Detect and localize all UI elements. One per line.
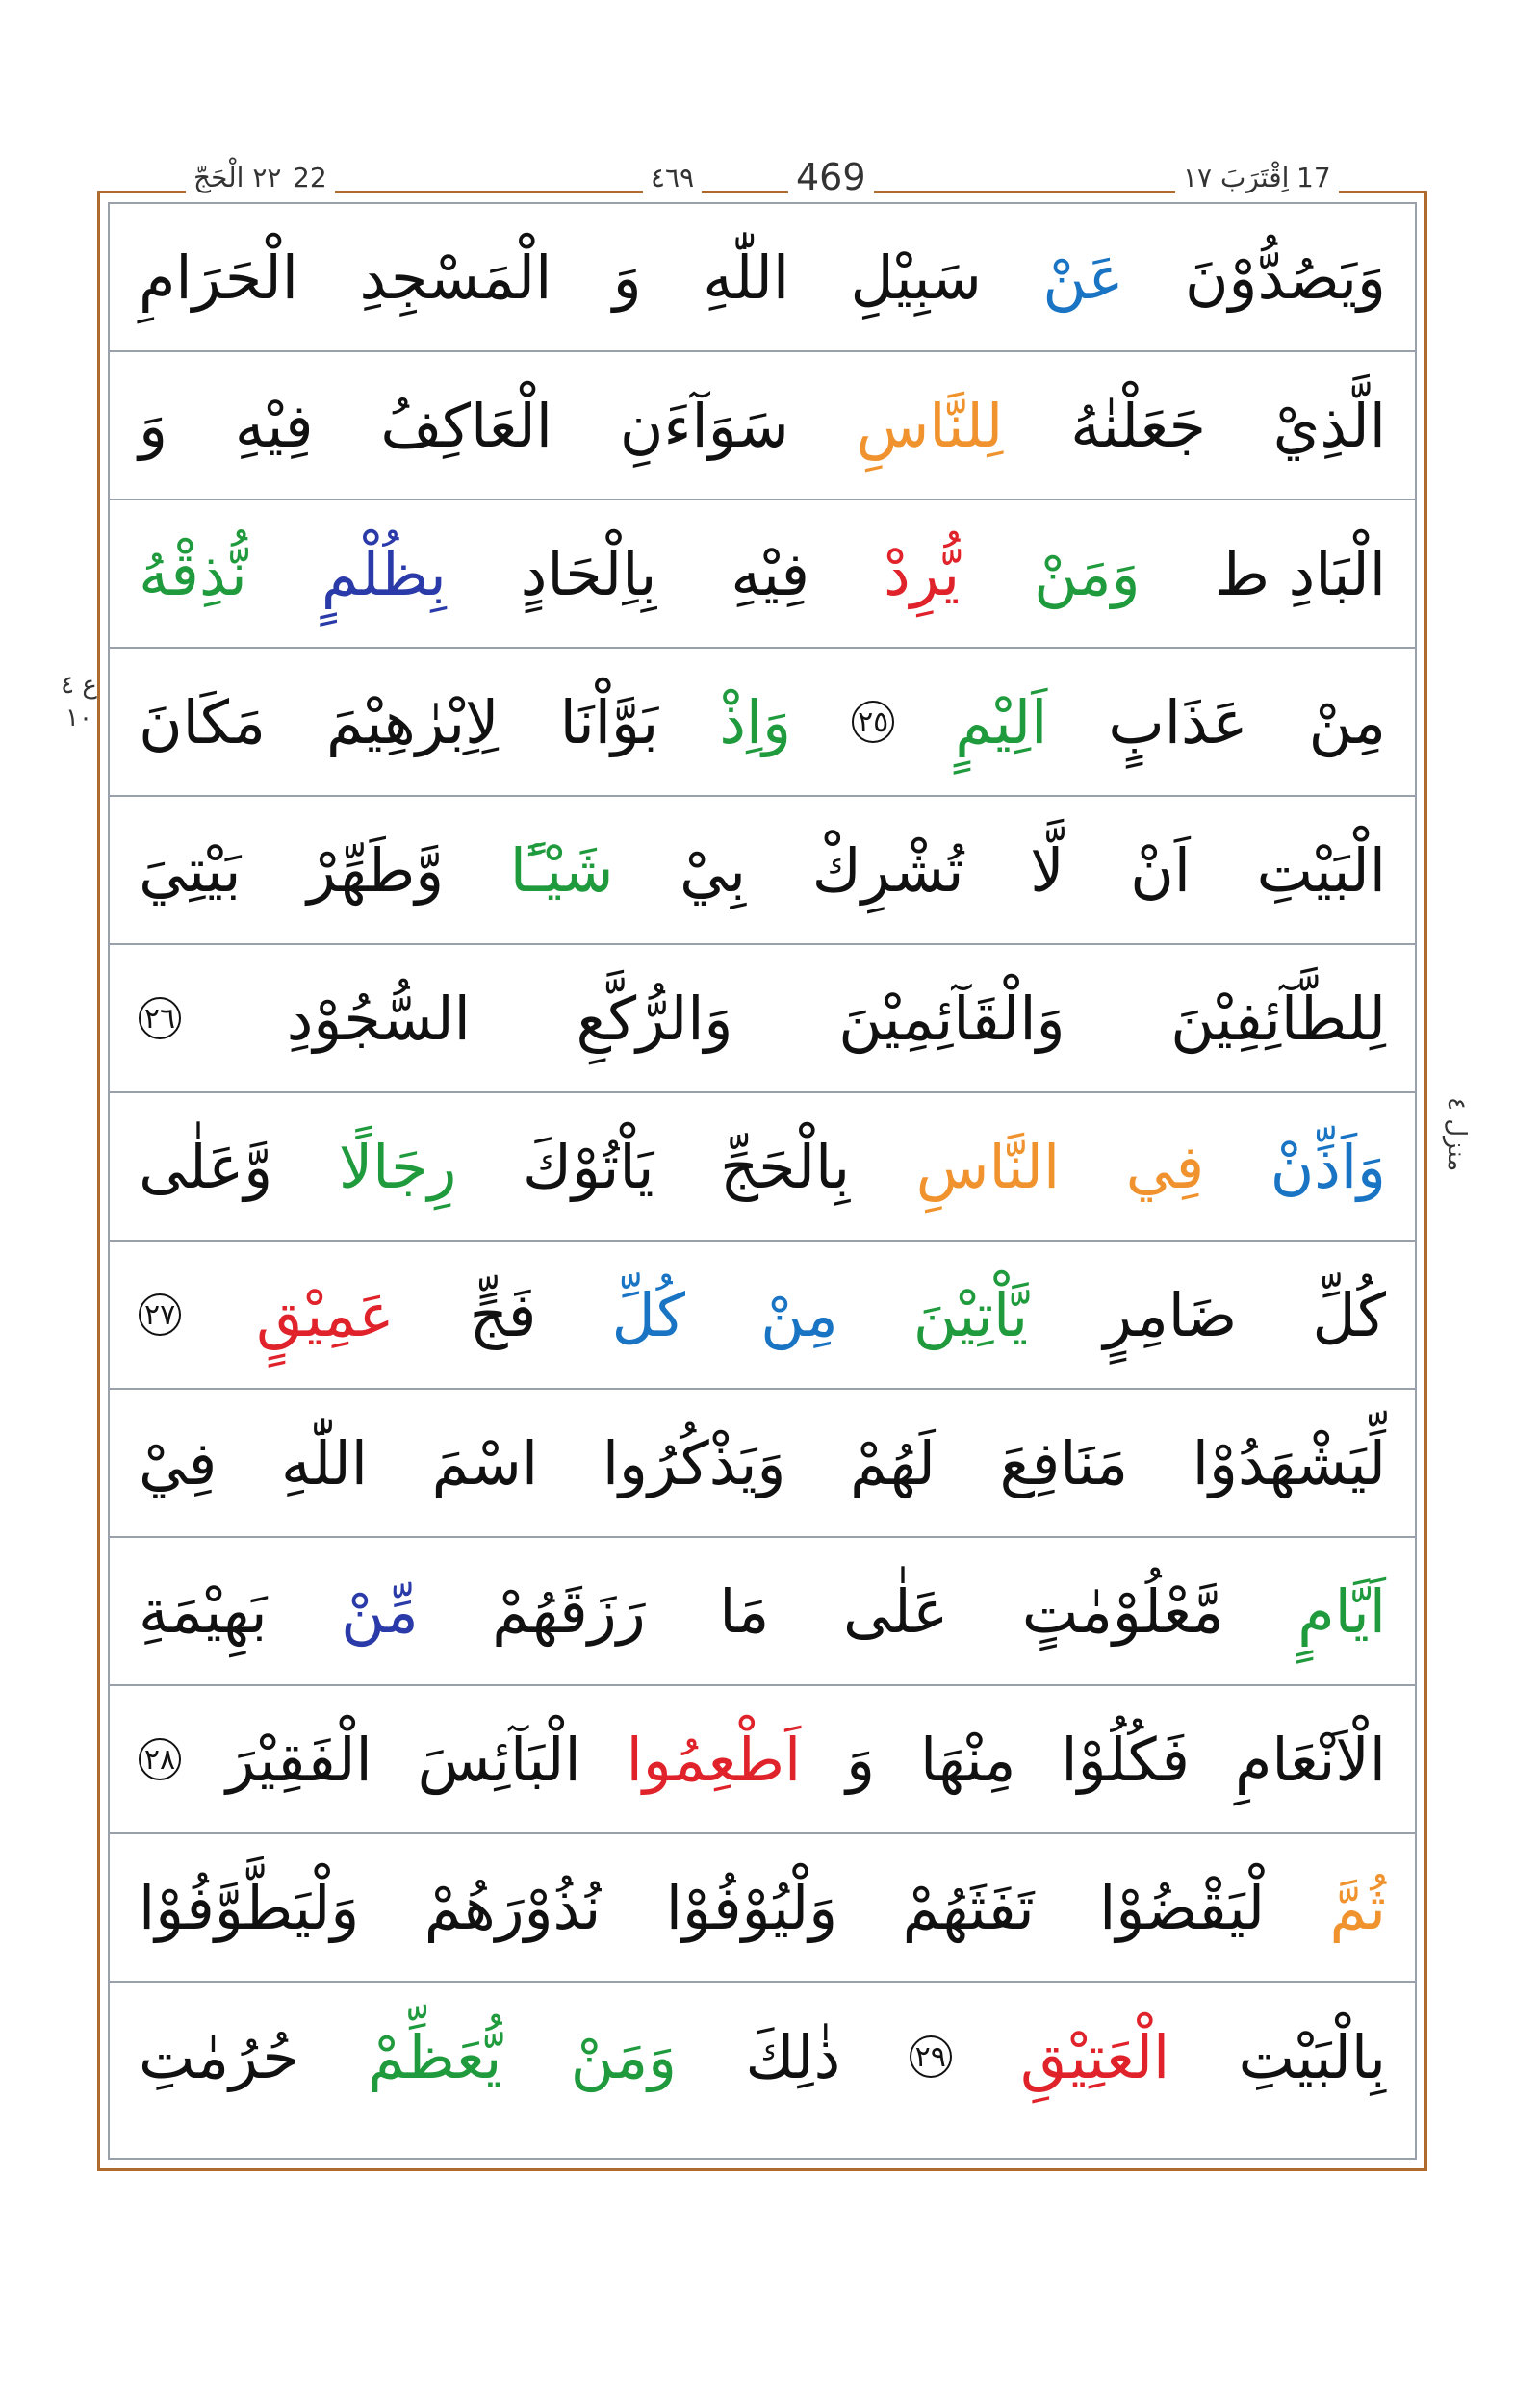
verse-word: مِنْ — [760, 1279, 838, 1350]
verse-line — [110, 1834, 1415, 1983]
verse-word: وَالْقَآئِمِيْنَ — [838, 983, 1065, 1054]
verse-word: عَذَابٍ — [1108, 686, 1248, 757]
ayah-number-marker: ٢٨ — [139, 1738, 181, 1780]
verse-line — [110, 1983, 1415, 2131]
verse-word: مَكَانَ — [139, 686, 266, 757]
verse-word: سَبِيْلِ — [850, 242, 982, 313]
verse-word: الْبَيْتِ — [1256, 834, 1386, 906]
verse-word: السُّجُوْدِ — [286, 983, 471, 1054]
verse-word: تُشْرِكْ — [811, 834, 964, 906]
verse-line — [110, 649, 1415, 797]
verse-word: لَهُمْ — [850, 1427, 936, 1498]
verse-word: فِيْ — [139, 1427, 218, 1498]
verse-word: وَيَذْكُرُوا — [602, 1427, 786, 1498]
verse-word: ضَامِرٍ — [1103, 1279, 1238, 1350]
verse-word: اسْمَ — [431, 1427, 539, 1498]
verse-word: عَمِيْقٍ — [256, 1279, 395, 1350]
verse-word: لِّيَشْهَدُوْا — [1192, 1427, 1386, 1498]
verse-word: وَالرُّكَّعِ — [576, 983, 733, 1054]
verse-word: بِالْبَيْتِ — [1238, 2021, 1386, 2092]
page-number: 469 — [788, 156, 874, 198]
verse-word: وَّعَلٰى — [139, 1131, 273, 1202]
verse-word: يَاْتُوْكَ — [522, 1131, 654, 1202]
verse-word: مَا — [719, 1575, 770, 1647]
verse-line — [110, 1390, 1415, 1538]
ayah-number-marker: ٢٩ — [910, 2035, 952, 2078]
verse-word: مَنَافِعَ — [999, 1427, 1129, 1498]
verse-line — [110, 500, 1415, 649]
verse-word: اللّٰهِ — [703, 242, 790, 313]
verse-word: حُرُمٰتِ — [139, 2021, 299, 2092]
verse-word: بِالْحَجِّ — [720, 1131, 851, 1202]
verse-word: وَ — [846, 1724, 876, 1795]
verse-line — [110, 945, 1415, 1093]
verse-word: وَ — [612, 242, 642, 313]
verse-line — [110, 352, 1415, 500]
verse-word: وَاِذْ — [719, 686, 792, 757]
verse-word: رَزَقَهُمْ — [492, 1575, 646, 1647]
verse-word: بَيْتِيَ — [139, 834, 242, 906]
verse-word: يُّرِدْ — [884, 538, 961, 609]
ayah-number-marker: ٢٧ — [139, 1293, 181, 1336]
verse-word: فِيْهِ — [234, 390, 314, 461]
page-number-arabic: ٤٦٩ — [643, 162, 702, 193]
verse-word: وَمَنْ — [1034, 538, 1141, 609]
verse-word: جَعَلْنٰهُ — [1070, 390, 1206, 461]
verse-word: تَفَثَهُمْ — [902, 1872, 1035, 1943]
para-name: اِقْتَرَبَ ١٧ — [1175, 162, 1296, 193]
verse-word: مِنْهَا — [920, 1724, 1016, 1795]
verse-lines — [110, 204, 1415, 2131]
verse-word: بِاِلْحَادٍ — [520, 538, 657, 609]
surah-name: ٢٢ الْحَجّ — [186, 162, 289, 193]
verse-word: اللّٰهِ — [281, 1427, 368, 1498]
verse-line — [110, 1093, 1415, 1242]
verse-line — [110, 1242, 1415, 1390]
verse-word: فَكُلُوْا — [1061, 1724, 1191, 1795]
ruku-marker: ع ٤ ١٠ — [61, 671, 97, 732]
verse-word: مَّعْلُوْمٰتٍ — [1021, 1575, 1224, 1647]
verse-word: فِيْهِ — [731, 538, 809, 609]
verse-word: الْمَسْجِدِ — [359, 242, 552, 313]
verse-word: وَلْيَطَّوَّفُوْا — [139, 1872, 360, 1943]
verse-word: عَلٰى — [843, 1575, 949, 1647]
verse-word: لِلنَّاسِ — [856, 390, 1004, 461]
verse-word: وَمَنْ — [570, 2021, 678, 2092]
verse-word: سَوَآءَنِ — [619, 390, 789, 461]
verse-word: فِي — [1125, 1131, 1205, 1202]
verse-word: ذٰلِكَ — [745, 2021, 841, 2092]
verse-word: وَيَصُدُّوْنَ — [1185, 242, 1386, 313]
manzil-marker: منزل ٤ — [1442, 1097, 1471, 1172]
verse-word: اَنْ — [1130, 834, 1191, 906]
verse-word: يَّاْتِيْنَ — [912, 1279, 1029, 1350]
verse-word: نُذُوْرَهُمْ — [424, 1872, 602, 1943]
verse-line — [110, 204, 1415, 352]
verse-word: بَهِيْمَةِ — [139, 1575, 268, 1647]
verse-word: بَوَّاْنَا — [559, 686, 659, 757]
page-header — [97, 156, 1427, 200]
verse-word: يُّعَظِّمْ — [368, 2021, 502, 2092]
verse-word: النَّاسِ — [915, 1131, 1061, 1202]
verse-word: مِنْ — [1308, 686, 1386, 757]
verse-word: الْحَرَامِ — [139, 242, 298, 313]
verse-word: وَلْيُوْفُوْا — [665, 1872, 838, 1943]
ayah-number-marker: ٢٦ — [139, 997, 181, 1039]
verse-line — [110, 1686, 1415, 1834]
verse-word: كُلِّ — [1312, 1279, 1386, 1350]
verse-word: اَيَّامٍ — [1297, 1575, 1386, 1647]
verse-word: الْبَادِ ط — [1214, 538, 1386, 609]
verse-word: عَنْ — [1042, 242, 1124, 313]
verse-word: فَجٍّ — [469, 1279, 537, 1350]
ayah-number-marker: ٢٥ — [852, 701, 894, 743]
verse-word: وَاَذِّنْ — [1270, 1131, 1386, 1202]
verse-word: اَلِيْمٍ — [955, 686, 1048, 757]
verse-word: مِّنْ — [341, 1575, 419, 1647]
verse-word: لِاِبْرٰهِيْمَ — [326, 686, 500, 757]
verse-word: الْاَنْعَامِ — [1234, 1724, 1386, 1795]
verse-word: الْعَاكِفُ — [380, 390, 552, 461]
verse-word: وَّطَهِّرْ — [307, 834, 445, 906]
verse-word: اَطْعِمُوا — [626, 1724, 802, 1795]
verse-word: ثُمَّ — [1329, 1872, 1386, 1943]
verse-word: الْفَقِيْرَ — [225, 1724, 372, 1795]
verse-word: الْبَآئِسَ — [417, 1724, 581, 1795]
verse-word: لْيَقْضُوْا — [1099, 1872, 1266, 1943]
verse-word: لِلطَّآئِفِيْنَ — [1170, 983, 1386, 1054]
verse-word: نُّذِقْهُ — [139, 538, 247, 609]
para-number: 17 — [1289, 162, 1339, 193]
verse-word: كُلِّ — [611, 1279, 686, 1350]
verse-word: رِجَالًا — [338, 1131, 457, 1202]
verse-word: بِظُلْمٍ — [321, 538, 447, 609]
verse-word: الْعَتِيْقِ — [1020, 2021, 1170, 2092]
verse-word: لَّا — [1030, 834, 1065, 906]
verse-word: بِيْ — [680, 834, 747, 906]
verse-line — [110, 1538, 1415, 1686]
verse-word: الَّذِيْ — [1272, 390, 1386, 461]
verse-line — [110, 797, 1415, 945]
surah-number: 22 — [285, 162, 335, 193]
verse-word: وَ — [139, 390, 168, 461]
verse-word: شَيْـًٔا — [509, 834, 614, 906]
